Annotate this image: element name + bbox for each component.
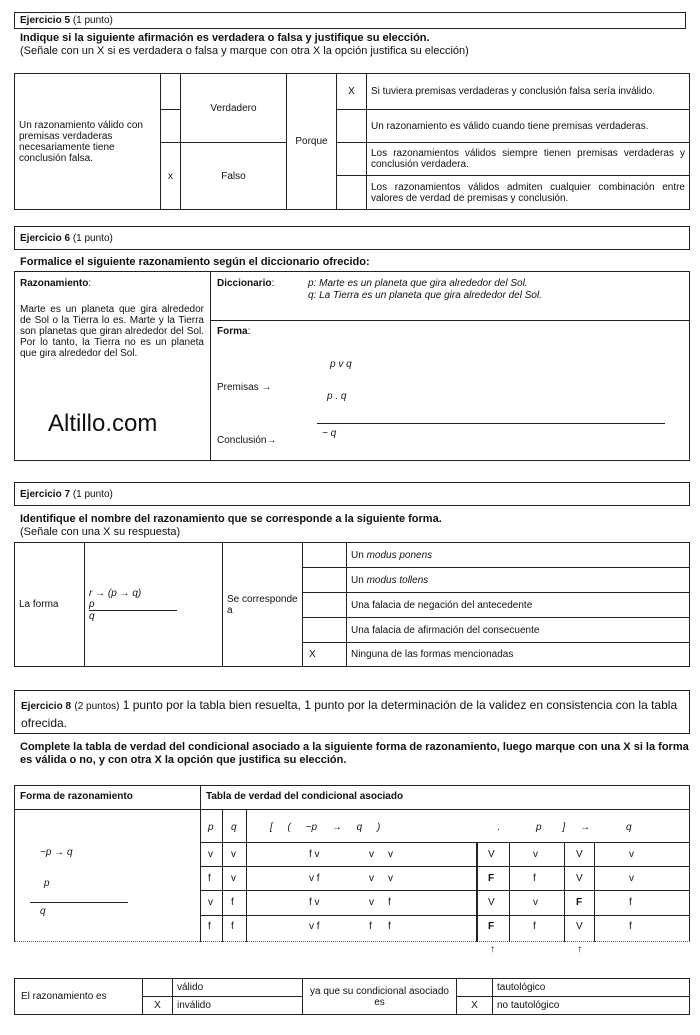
forma-label-cell: La forma <box>15 543 85 667</box>
invalid-option: inválido <box>173 997 303 1015</box>
diccionario-label: Diccionario: <box>217 278 275 289</box>
premisas-label: Premisas → <box>217 382 272 393</box>
tt-head-q2: q <box>626 822 632 833</box>
razonamiento-text: Marte es un planeta que gira alrededor de Sol o la Tierra lo es. Marte y la Tierra son planetas que giran alrededor del Sol. Por lo tanto, la Tierra no es un planeta que gira alrededor del Sol. <box>20 304 204 359</box>
reason-mark-2[interactable] <box>337 110 367 143</box>
forma-label: Forma: <box>217 326 251 337</box>
tt-cell: v <box>629 873 634 884</box>
exercise-8-header <box>14 690 690 734</box>
tt-cell[interactable]: V <box>576 873 583 884</box>
exercise-6-title: Ejercicio 6 <box>20 233 71 244</box>
exercise-7-instruction-main: Identifique el nombre del razonamiento que se corresponde a la siguiente forma. <box>20 513 442 525</box>
tt-cell: v <box>208 849 213 860</box>
arrow-up-icon: ↑ <box>490 944 495 955</box>
tt-cell: f <box>208 921 211 932</box>
option-5: Ninguna de las formas mencionadas <box>347 643 690 667</box>
premise-2: p . q <box>327 391 347 402</box>
option-4: Una falacia de afirmación del consecuente <box>347 618 690 643</box>
e8-conclusion: q <box>40 906 46 917</box>
tt-cell[interactable]: V <box>576 921 583 932</box>
exercise-7-table <box>14 542 690 667</box>
tt-cell: v f <box>309 873 320 884</box>
exercise-6-instruction <box>20 256 370 269</box>
tt-cell: f <box>533 921 536 932</box>
option-mark-4[interactable] <box>303 618 347 643</box>
tt-cell: f <box>629 921 632 932</box>
conclusion-label: Conclusión→ <box>217 435 277 446</box>
tt-cell[interactable]: F <box>576 897 583 908</box>
exercise-5-header <box>14 12 686 29</box>
e7-premise-2: p <box>89 598 95 610</box>
tt-cell: f <box>533 873 536 884</box>
exercise-7-instruction <box>20 513 442 539</box>
tt-row-line-1 <box>200 842 690 843</box>
notaut-option: no tautológico <box>493 997 690 1015</box>
exercise-8-instruction <box>20 741 690 767</box>
exercise-5-statement: Un razonamiento válido con premisas verdaderas necesariamente tiene conclusión falsa. <box>15 74 161 210</box>
mark-true-cell-lower[interactable] <box>161 110 181 143</box>
option-mark-2[interactable] <box>303 568 347 593</box>
watermark-logo: Altillo.com <box>48 410 158 437</box>
option-2: Un modus tollens <box>347 568 690 593</box>
truth-table-bottom <box>14 941 690 942</box>
tt-col-line-1 <box>222 809 223 942</box>
tt-row-line-3 <box>200 890 690 891</box>
exercise-6-instruction-text: Formalice el siguiente razonamiento según el diccionario ofrecido: <box>20 256 370 268</box>
e8-premise-1: ~p → q <box>40 847 73 858</box>
tt-cell: f <box>629 897 632 908</box>
tt-cell[interactable]: F <box>488 873 495 884</box>
reason-mark-4[interactable] <box>337 176 367 210</box>
e7-premise-1: r → (p → q) <box>89 587 142 599</box>
tt-head-q: q <box>231 822 237 833</box>
reason-mark-1[interactable]: X <box>337 74 367 110</box>
mark-false-cell[interactable]: x <box>161 143 181 210</box>
tt-head-p2: p ] <box>536 822 566 833</box>
option-false: Falso <box>181 143 287 210</box>
tt-cell: v <box>369 873 374 884</box>
tt-col-line-2 <box>246 809 247 942</box>
dictionary-q: q: La Tierra es un planeta que gira alrededor del Sol. <box>308 290 542 301</box>
exercise-6-points: (1 punto) <box>72 233 113 244</box>
tt-cell: v <box>231 873 236 884</box>
exercise-7-title: Ejercicio 7 <box>20 489 71 500</box>
option-mark-5[interactable]: X <box>303 643 347 667</box>
tt-cell: v <box>231 849 236 860</box>
exercise-7-header <box>14 482 690 506</box>
arrow-up-icon: ↑ <box>577 944 582 955</box>
mark-true-cell[interactable] <box>161 74 181 110</box>
exercise-8-conclusion-table <box>14 978 690 1015</box>
exercise-6-header <box>14 226 690 250</box>
tt-row-line-2 <box>200 866 690 867</box>
e8-premise-2: p <box>44 878 50 889</box>
tt-cell: f <box>208 873 211 884</box>
tt-cell[interactable]: V <box>488 849 495 860</box>
tt-head-p: p <box>208 822 214 833</box>
exercise-5-table <box>14 73 690 210</box>
tt-cell: v <box>369 897 374 908</box>
reason-text-2: Un razonamiento es válido cuando tiene premisas verdaderas. <box>367 110 690 143</box>
exercise-5-points: (1 punto) <box>72 15 113 26</box>
exercise-7-points: (1 punto) <box>72 489 113 500</box>
notaut-mark[interactable]: X <box>457 997 493 1015</box>
tt-cell: f v <box>309 897 320 908</box>
col-tabla-header: Tabla de verdad del condicional asociado <box>206 791 404 802</box>
e7-conclusion: q <box>89 610 95 622</box>
reason-text-1: Si tuviera premisas verdaderas y conclusión falsa sería inválido. <box>367 74 690 110</box>
taut-option: tautológico <box>493 979 690 997</box>
tt-head-arrow: → <box>580 822 590 833</box>
col-forma-header: Forma de razonamiento <box>20 791 133 802</box>
tt-cell[interactable]: F <box>488 921 495 932</box>
premise-1: p v q <box>330 359 352 370</box>
option-mark-3[interactable] <box>303 593 347 618</box>
exercise-5-instruction <box>20 32 690 58</box>
reason-text-3: Los razonamientos válidos siempre tienen premisas verdaderas y conclusión verdadera. <box>367 143 690 176</box>
exercise-8-points: (2 puntos) <box>74 701 120 712</box>
tt-cell: v <box>629 849 634 860</box>
tt-cell: f <box>388 897 391 908</box>
reason-text-4: Los razonamientos válidos admiten cualquier combinación entre valores de verdad de premisas y conclusión. <box>367 176 690 210</box>
dictionary-p: p: Marte es un planeta que gira alrededor del Sol. <box>308 278 528 289</box>
tt-cell: f <box>388 921 391 932</box>
truth-table-divider <box>200 785 201 942</box>
exercise-5-title: Ejercicio 5 <box>20 15 71 26</box>
invalid-mark[interactable]: X <box>143 997 173 1015</box>
tt-cell[interactable]: V <box>488 897 495 908</box>
exercise-8-title: Ejercicio 8 <box>21 701 72 712</box>
tt-row-line-4 <box>200 915 690 916</box>
tt-col-line-6 <box>594 842 595 942</box>
exercise-8-instruction-text: Complete la tabla de verdad del condicional asociado a la siguiente forma de razonamiento, luego marque con una X si la forma es válida o no, y con otra X la opción que justifica su elección. <box>20 741 689 766</box>
exercise-7-instruction-note: (Señale con una X su respuesta) <box>20 526 181 538</box>
exercise-6-divider <box>210 271 211 461</box>
tt-head-conditional: [ ( ~p → q ) <box>270 822 381 833</box>
tt-head-dot: . <box>497 822 500 833</box>
exercise-5-instruction-main: Indique si la siguiente afirmación es verdadera o falsa y justifique su elección. <box>20 32 430 44</box>
reason-mark-3[interactable] <box>337 143 367 176</box>
exercise-5-instruction-note: (Señale con un X si es verdadera o falsa y marque con otra X la opción justifica su elección) <box>20 45 469 57</box>
option-true: Verdadero <box>181 74 287 143</box>
tt-cell: v <box>208 897 213 908</box>
tt-cell: f <box>231 921 234 932</box>
valid-mark[interactable] <box>143 979 173 997</box>
tt-cell: f <box>231 897 234 908</box>
option-1: Un modus ponens <box>347 543 690 568</box>
e8-conclusion-line <box>30 902 128 903</box>
conclusion-line <box>317 423 665 424</box>
tt-cell: v <box>533 897 538 908</box>
conclusion-label-cell: El razonamiento es <box>15 979 143 1015</box>
porque-label: Porque <box>287 74 337 210</box>
valid-option: válido <box>173 979 303 997</box>
tt-col-line-3 <box>476 842 478 942</box>
taut-mark[interactable] <box>457 979 493 997</box>
tt-cell: v <box>388 849 393 860</box>
tt-col-line-5 <box>564 842 565 942</box>
conclusion: ~ q <box>322 428 337 439</box>
tt-col-line-4 <box>509 842 510 942</box>
tt-cell: v f <box>309 921 320 932</box>
tt-cell: f <box>369 921 372 932</box>
tt-cell: v <box>533 849 538 860</box>
razonamiento-label: Razonamiento: <box>20 278 92 289</box>
ya-que-label: ya que su condicional asociado es <box>303 979 457 1015</box>
tt-cell: f v <box>309 849 320 860</box>
exercise-8-description: 1 punto por la tabla bien resuelta, 1 punto por la determinación de la validez en consistencia con la tabla ofrecida. <box>21 698 678 730</box>
tt-cell[interactable]: V <box>576 849 583 860</box>
exercise-6-divider-h <box>210 320 690 321</box>
forma-expression-cell <box>85 543 223 667</box>
truth-table-header-line <box>14 809 690 810</box>
option-3: Una falacia de negación del antecedente <box>347 593 690 618</box>
tt-cell: v <box>369 849 374 860</box>
option-mark-1[interactable] <box>303 543 347 568</box>
tt-cell: v <box>388 873 393 884</box>
corresponde-label: Se corresponde a <box>223 543 303 667</box>
